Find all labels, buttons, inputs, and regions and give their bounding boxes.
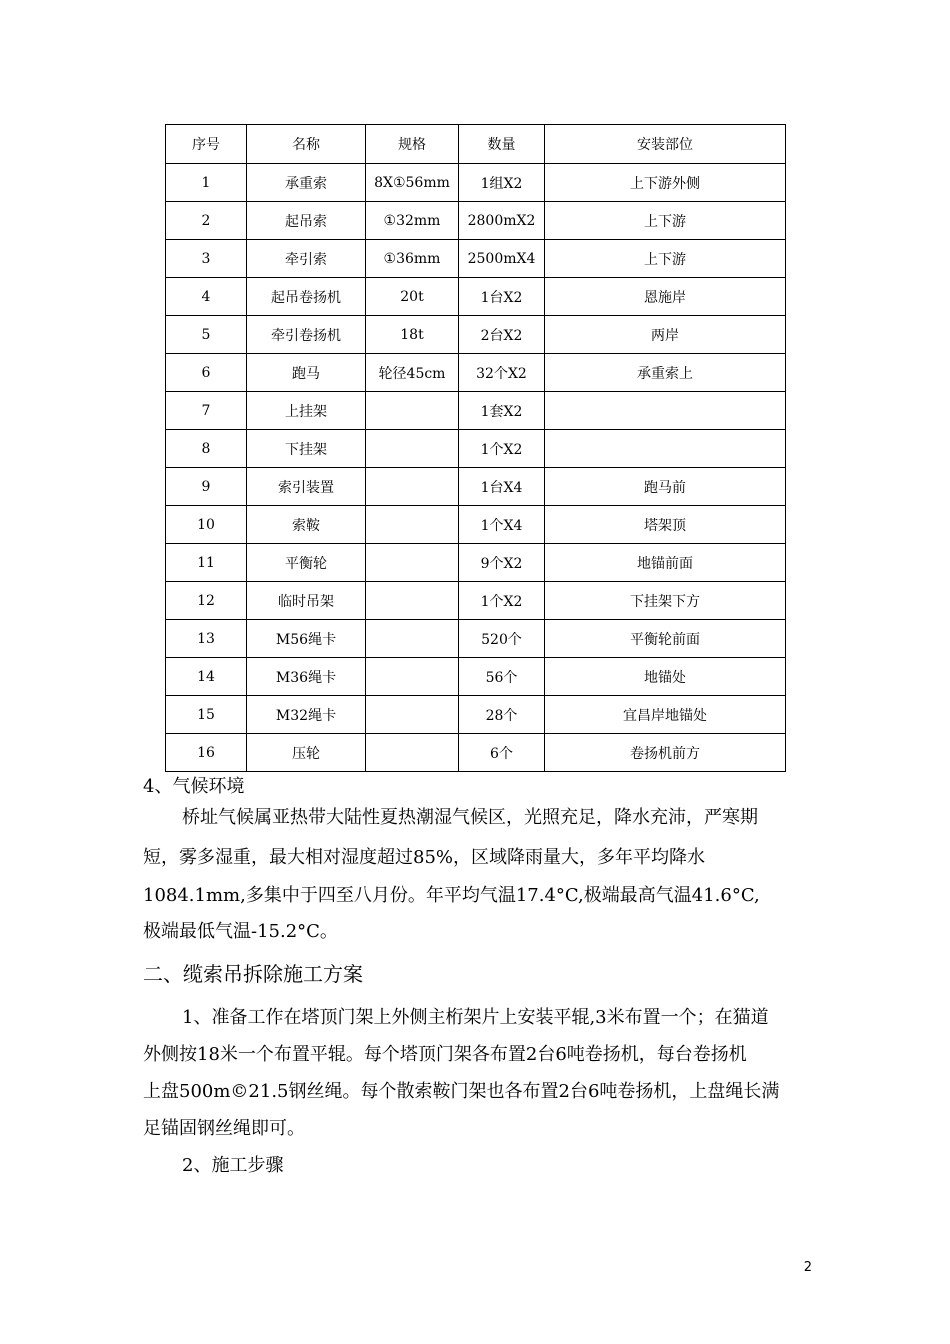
paragraph-line: 外侧按18米一个布置平辊。每个塔顶门架各布置2台6吨卷扬机，每台卷扬机 — [143, 1044, 747, 1065]
cell-location: 地锚处 — [545, 658, 786, 696]
cell-spec: 8X①56mm — [366, 164, 459, 202]
table-row — [166, 468, 786, 506]
table-body — [166, 164, 786, 772]
cell-index: 14 — [166, 658, 247, 696]
cell-quantity: 1台X2 — [459, 278, 545, 316]
header-location: 安装部位 — [545, 125, 786, 164]
table-row — [166, 696, 786, 734]
cell-location: 下挂架下方 — [545, 582, 786, 620]
cell-index: 7 — [166, 392, 247, 430]
cell-name: 索引装置 — [247, 468, 366, 506]
cell-spec — [366, 544, 459, 582]
cell-quantity: 1个X4 — [459, 506, 545, 544]
cell-spec — [366, 468, 459, 506]
equipment-table — [165, 124, 786, 772]
cell-index: 2 — [166, 202, 247, 240]
cell-quantity: 1组X2 — [459, 164, 545, 202]
header-spec: 规格 — [366, 125, 459, 164]
cell-location: 地锚前面 — [545, 544, 786, 582]
cell-quantity: 6个 — [459, 734, 545, 772]
cell-location: 上下游外侧 — [545, 164, 786, 202]
cell-name: 起吊卷扬机 — [247, 278, 366, 316]
paragraph-line: 足锚固钢丝绳即可。 — [143, 1118, 305, 1139]
cell-name: 下挂架 — [247, 430, 366, 468]
cell-quantity: 1台X4 — [459, 468, 545, 506]
paragraph-line: 1、准备工作在塔顶门架上外侧主桁架片上安装平辊,3米布置一个；在猫道 — [182, 1007, 769, 1028]
cell-name: 索鞍 — [247, 506, 366, 544]
table-row — [166, 164, 786, 202]
climate-line: 桥址气候属亚热带大陆性夏热潮湿气候区，光照充足，降水充沛，严寒期 — [182, 807, 758, 828]
climate-heading: 4、气候环境 — [143, 776, 245, 797]
climate-line: 1084.1mm,多集中于四至八月份。年平均气温17.4°C,极端最高气温41.6°C, — [143, 885, 760, 906]
section-heading: 二、缆索吊拆除施工方案 — [143, 962, 363, 986]
cell-location: 承重索上 — [545, 354, 786, 392]
cell-location: 宜昌岸地锚处 — [545, 696, 786, 734]
cell-quantity: 1个X2 — [459, 582, 545, 620]
cell-location: 两岸 — [545, 316, 786, 354]
cell-spec — [366, 430, 459, 468]
cell-quantity: 2台X2 — [459, 316, 545, 354]
cell-location: 塔架顶 — [545, 506, 786, 544]
header-quantity: 数量 — [459, 125, 545, 164]
cell-location: 跑马前 — [545, 468, 786, 506]
cell-spec: 20t — [366, 278, 459, 316]
cell-name: M36绳卡 — [247, 658, 366, 696]
cell-index: 13 — [166, 620, 247, 658]
cell-location: 平衡轮前面 — [545, 620, 786, 658]
cell-name: 临时吊架 — [247, 582, 366, 620]
cell-index: 10 — [166, 506, 247, 544]
table-row — [166, 506, 786, 544]
step-heading: 2、施工步骤 — [182, 1155, 284, 1176]
cell-index: 15 — [166, 696, 247, 734]
cell-quantity: 1个X2 — [459, 430, 545, 468]
cell-name: 牵引索 — [247, 240, 366, 278]
cell-index: 6 — [166, 354, 247, 392]
table-row — [166, 202, 786, 240]
cell-index: 8 — [166, 430, 247, 468]
cell-quantity: 1套X2 — [459, 392, 545, 430]
header-index: 序号 — [166, 125, 247, 164]
cell-location: 卷扬机前方 — [545, 734, 786, 772]
cell-location: 上下游 — [545, 240, 786, 278]
table-row — [166, 240, 786, 278]
climate-line: 短，雾多湿重，最大相对湿度超过85%，区域降雨量大，多年平均降水 — [143, 847, 706, 868]
cell-name: 起吊索 — [247, 202, 366, 240]
cell-quantity: 520个 — [459, 620, 545, 658]
cell-location — [545, 430, 786, 468]
cell-location: 恩施岸 — [545, 278, 786, 316]
cell-spec: 轮径45cm — [366, 354, 459, 392]
climate-line: 极端最低气温-15.2°C。 — [143, 921, 338, 942]
cell-location — [545, 392, 786, 430]
cell-spec — [366, 658, 459, 696]
table-row — [166, 544, 786, 582]
page-number: 2 — [803, 1260, 812, 1275]
header-name: 名称 — [247, 125, 366, 164]
cell-spec — [366, 582, 459, 620]
cell-name: 牵引卷扬机 — [247, 316, 366, 354]
cell-index: 5 — [166, 316, 247, 354]
cell-quantity: 9个X2 — [459, 544, 545, 582]
cell-name: M56绳卡 — [247, 620, 366, 658]
cell-name: 上挂架 — [247, 392, 366, 430]
cell-spec: 18t — [366, 316, 459, 354]
cell-spec — [366, 734, 459, 772]
cell-index: 11 — [166, 544, 247, 582]
cell-index: 3 — [166, 240, 247, 278]
cell-name: 平衡轮 — [247, 544, 366, 582]
cell-quantity: 2500mX4 — [459, 240, 545, 278]
cell-quantity: 56个 — [459, 658, 545, 696]
cell-index: 12 — [166, 582, 247, 620]
cell-quantity: 28个 — [459, 696, 545, 734]
cell-spec — [366, 506, 459, 544]
table-row — [166, 658, 786, 696]
cell-index: 1 — [166, 164, 247, 202]
cell-name: 跑马 — [247, 354, 366, 392]
paragraph-line: 上盘500m©21.5钢丝绳。每个散索鞍门架也各布置2台6吨卷扬机，上盘绳长满 — [143, 1081, 780, 1102]
cell-spec: ①36mm — [366, 240, 459, 278]
table-row — [166, 316, 786, 354]
cell-spec — [366, 392, 459, 430]
cell-location: 上下游 — [545, 202, 786, 240]
table-row — [166, 582, 786, 620]
cell-quantity: 32个X2 — [459, 354, 545, 392]
table-row — [166, 278, 786, 316]
cell-spec: ①32mm — [366, 202, 459, 240]
cell-index: 4 — [166, 278, 247, 316]
cell-index: 16 — [166, 734, 247, 772]
cell-name: 压轮 — [247, 734, 366, 772]
cell-quantity: 2800mX2 — [459, 202, 545, 240]
cell-spec — [366, 696, 459, 734]
table-row — [166, 734, 786, 772]
table-row — [166, 354, 786, 392]
cell-index: 9 — [166, 468, 247, 506]
table-row — [166, 430, 786, 468]
table-row — [166, 620, 786, 658]
table-row — [166, 392, 786, 430]
cell-name: M32绳卡 — [247, 696, 366, 734]
table-header-row — [166, 125, 786, 164]
cell-spec — [366, 620, 459, 658]
cell-name: 承重索 — [247, 164, 366, 202]
